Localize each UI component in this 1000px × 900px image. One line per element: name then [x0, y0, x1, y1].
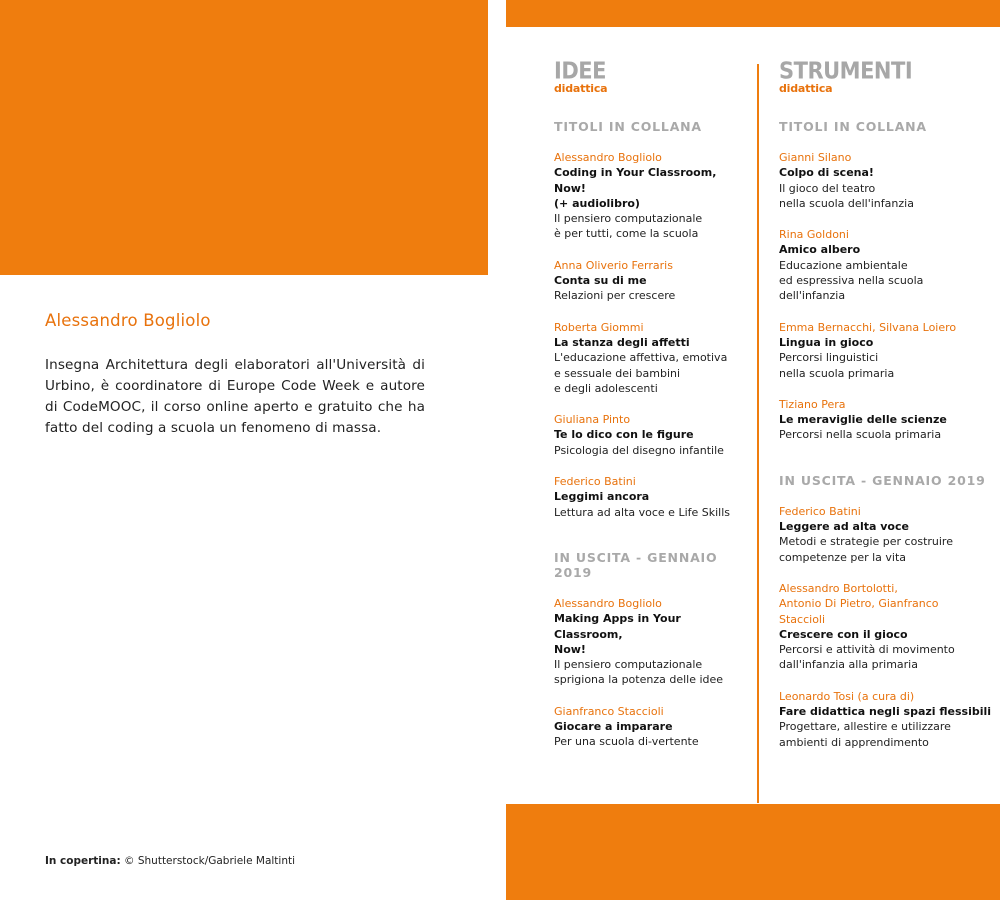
- author-bio: Insegna Architettura degli elaboratori all'Università di Urbino, è coordinatore di Europe Code Week e autore di CodeMOOC, il corso online aperto e gratuito che ha fatto del coding a scuola un fenomeno di massa.: [45, 357, 425, 436]
- strumenti-books-list: [779, 150, 994, 443]
- idee-upcoming-list: [554, 596, 750, 750]
- book-title: Giocare a imparare: [554, 720, 673, 734]
- book-author: Alessandro Bogliolo: [554, 151, 662, 164]
- cover-credit: [45, 855, 295, 867]
- book-author: Gianfranco Staccioli: [554, 704, 664, 718]
- book-subtitle: Il pensiero computazionale è per tutti, come la scuola: [554, 212, 703, 241]
- credit-text: © Shutterstock/Gabriele Maltinti: [120, 855, 296, 867]
- book-author: Alessandro Bortolotti, Antonio Di Pietro, Gianfranco Staccioli: [779, 581, 939, 626]
- book-subtitle: Psicologia del disegno infantile: [554, 443, 724, 457]
- book-entry: [554, 704, 750, 750]
- column-divider: [757, 64, 759, 803]
- book-title: Conta su di me: [554, 274, 647, 288]
- book-title: Colpo di scena!: [779, 166, 874, 180]
- book-author: Anna Oliverio Ferraris: [554, 258, 673, 272]
- strumenti-titles-heading: TITOLI IN COLLANA: [779, 119, 927, 134]
- book-subtitle: Relazioni per crescere: [554, 289, 676, 303]
- book-entry: [554, 596, 750, 688]
- book-author: Gianni Silano: [779, 151, 852, 164]
- book-subtitle: L'educazione affettiva, emotiva e sessuale dei bambini e degli adolescenti: [554, 351, 728, 395]
- book-title: Making Apps in Your Classroom, Now!: [554, 612, 681, 656]
- book-entry: [554, 412, 750, 458]
- right-top-orange-band: [506, 0, 1000, 27]
- book-author: Leonardo Tosi (a cura di): [779, 689, 915, 703]
- book-subtitle: Percorsi nella scuola primaria: [779, 428, 942, 442]
- book-entry: [779, 397, 994, 443]
- book-author: Alessandro Bogliolo: [554, 596, 662, 610]
- book-entry: [779, 320, 994, 381]
- book-subtitle: Lettura ad alta voce e Life Skills: [554, 505, 731, 519]
- book-author: Roberta Giommi: [554, 320, 644, 334]
- idee-series-title: IDEE: [554, 57, 606, 84]
- book-title: Amico albero: [779, 243, 861, 257]
- book-entry: [779, 581, 994, 673]
- left-orange-banner: [0, 0, 488, 275]
- idee-series-subtitle: didattica: [554, 82, 608, 95]
- book-subtitle: Per una scuola di-vertente: [554, 735, 699, 749]
- book-entry: [554, 474, 750, 520]
- author-name: Alessandro Bogliolo: [45, 311, 211, 330]
- book-title: Lingua in gioco: [779, 335, 874, 349]
- book-author: Emma Bernacchi, Silvana Loiero: [779, 320, 957, 334]
- book-entry: [779, 227, 994, 303]
- credit-label: In copertina:: [45, 855, 121, 867]
- book-title: Fare didattica negli spazi flessibili: [779, 705, 992, 719]
- idee-upcoming-heading: IN USCITA - GENNAIO 2019: [554, 549, 718, 580]
- book-subtitle: Progettare, allestire e utilizzare ambienti di apprendimento: [779, 720, 951, 749]
- idee-titles-heading: TITOLI IN COLLANA: [554, 119, 702, 134]
- book-subtitle: Il gioco del teatro nella scuola dell'infanzia: [779, 181, 914, 210]
- book-title: Leggere ad alta voce: [779, 520, 909, 534]
- idee-books-list: [554, 150, 750, 520]
- book-subtitle: Metodi e strategie per costruire competenze per la vita: [779, 535, 953, 564]
- book-title: Te lo dico con le figure: [554, 428, 694, 442]
- right-bottom-orange-band: [506, 804, 1000, 900]
- book-entry: [554, 150, 750, 242]
- idee-column: [554, 57, 750, 766]
- book-subtitle: Il pensiero computazionale sprigiona la potenza delle idee: [554, 658, 724, 687]
- book-author: Tiziano Pera: [779, 397, 846, 411]
- book-entry: [779, 150, 994, 211]
- strumenti-column: [779, 57, 994, 766]
- book-subtitle: Percorsi e attività di movimento dall'infanzia alla primaria: [779, 643, 955, 672]
- strumenti-upcoming-list: [779, 504, 994, 750]
- book-title: Le meraviglie delle scienze: [779, 413, 947, 427]
- book-entry: [554, 258, 750, 304]
- book-entry: [779, 689, 994, 750]
- book-title: Crescere con il gioco: [779, 627, 908, 641]
- strumenti-series-subtitle: didattica: [779, 82, 833, 95]
- book-subtitle: Percorsi linguistici nella scuola primaria: [779, 351, 895, 380]
- book-entry: [554, 320, 750, 396]
- strumenti-upcoming-heading: IN USCITA - GENNAIO 2019: [779, 472, 986, 488]
- book-author: Federico Batini: [779, 504, 861, 518]
- book-author: Federico Batini: [554, 475, 636, 489]
- book-title: Coding in Your Classroom, Now! (+ audiolibro): [554, 166, 717, 210]
- strumenti-series-title: STRUMENTI: [779, 57, 913, 84]
- book-entry: [779, 504, 994, 565]
- book-title: Leggimi ancora: [554, 490, 650, 504]
- book-title: La stanza degli affetti: [554, 335, 690, 349]
- book-author: Giuliana Pinto: [554, 413, 631, 427]
- book-subtitle: Educazione ambientale ed espressiva nella scuola dell'infanzia: [779, 258, 924, 303]
- book-author: Rina Goldoni: [779, 228, 849, 242]
